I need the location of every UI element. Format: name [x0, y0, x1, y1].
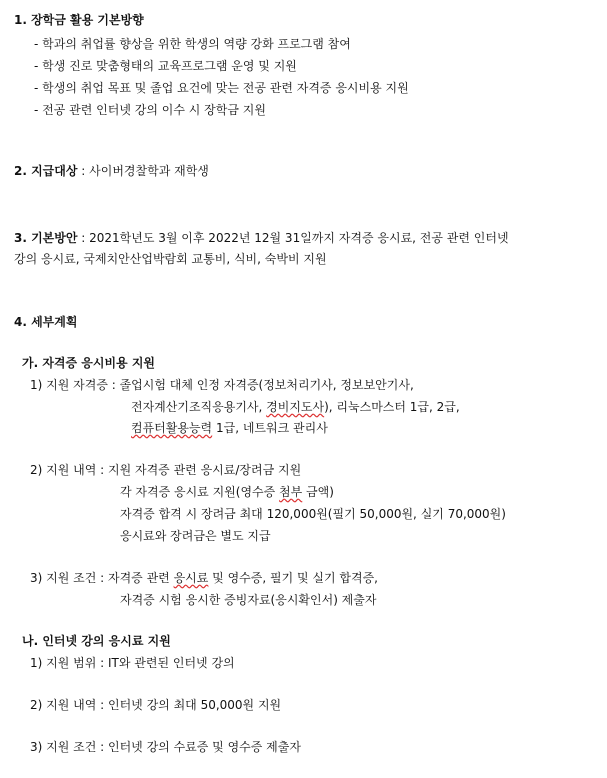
- ga-item-2-line-1: 2) 지원 내역 : 지원 자격증 관련 응시료/장려금 지원: [30, 463, 302, 477]
- section-3-line-1: [14, 230, 509, 246]
- ga-item-2-line-3: 자격증 합격 시 장려금 최대 120,000원(필기 50,000원, 실기 70,000원): [120, 507, 506, 521]
- ga-item-1-line-3: 컴퓨터활용능력 1급, 네트워크 관리사: [131, 421, 328, 435]
- section-4-title: 4. 세부계획: [14, 315, 78, 329]
- spellcheck-word: 경비지도사: [266, 400, 325, 414]
- section-2: [14, 163, 209, 179]
- section-2-label: 2. 지급대상: [14, 164, 78, 178]
- ga-item-2-line-4: 응시료와 장려금은 별도 지급: [120, 529, 271, 543]
- section-3-label: 3. 기본방안: [14, 231, 78, 245]
- na-item-3: 3) 지원 조건 : 인터넷 강의 수료증 및 영수증 제출자: [30, 740, 301, 754]
- section-3-line-2: 강의 응시료, 국제치안산업박람회 교통비, 식비, 숙박비 지원: [14, 252, 327, 266]
- ga-item-3-line-2: 자격증 시험 응시한 증빙자료(응시확인서) 제출자: [120, 593, 377, 607]
- na-item-1: 1) 지원 범위 : IT와 관련된 인터넷 강의: [30, 656, 235, 670]
- ga-item-3-line-1: 3) 지원 조건 : 자격증 관련 응시료 및 영수증, 필기 및 실기 합격증,: [30, 571, 378, 585]
- section-1-item: - 학생의 취업 목표 및 졸업 요건에 맞는 전공 관련 자격증 응시비용 지원: [34, 81, 409, 95]
- section-1-item: - 학생 진로 맞춤형태의 교육프로그램 운영 및 지원: [34, 59, 297, 73]
- section-3-text: : 2021학년도 3월 이후 2022년 12월 31일까지 자격증 응시료, 전공 관련 인터넷: [77, 231, 509, 245]
- section-1-item: - 학과의 취업률 향상을 위한 학생의 역량 강화 프로그램 참여: [34, 37, 351, 51]
- spellcheck-word: 응시료: [173, 571, 209, 585]
- spellcheck-word: 컴퓨터활용능력: [131, 421, 213, 435]
- section-1-item: - 전공 관련 인터넷 강의 이수 시 장학금 지원: [34, 103, 266, 117]
- ga-item-2-line-2: 각 자격증 응시료 지원(영수증 첨부 금액): [120, 485, 334, 499]
- subsection-na-title: 나. 인터넷 강의 응시료 지원: [22, 634, 171, 648]
- section-2-text: : 사이버경찰학과 재학생: [77, 164, 209, 178]
- na-item-2: 2) 지원 내역 : 인터넷 강의 최대 50,000원 지원: [30, 698, 282, 712]
- ga-item-1-line-2: 전자계산기조직응용기사, 경비지도사), 리눅스마스터 1급, 2급,: [131, 400, 460, 414]
- subsection-ga-title: 가. 자격증 응시비용 지원: [22, 356, 156, 370]
- ga-item-1-line-1: 1) 지원 자격증 : 졸업시험 대체 인정 자격증(정보처리기사, 정보보안기사,: [30, 378, 414, 392]
- spellcheck-word: 첨부: [279, 485, 303, 499]
- section-1-title: 1. 장학금 활용 기본방향: [14, 13, 144, 27]
